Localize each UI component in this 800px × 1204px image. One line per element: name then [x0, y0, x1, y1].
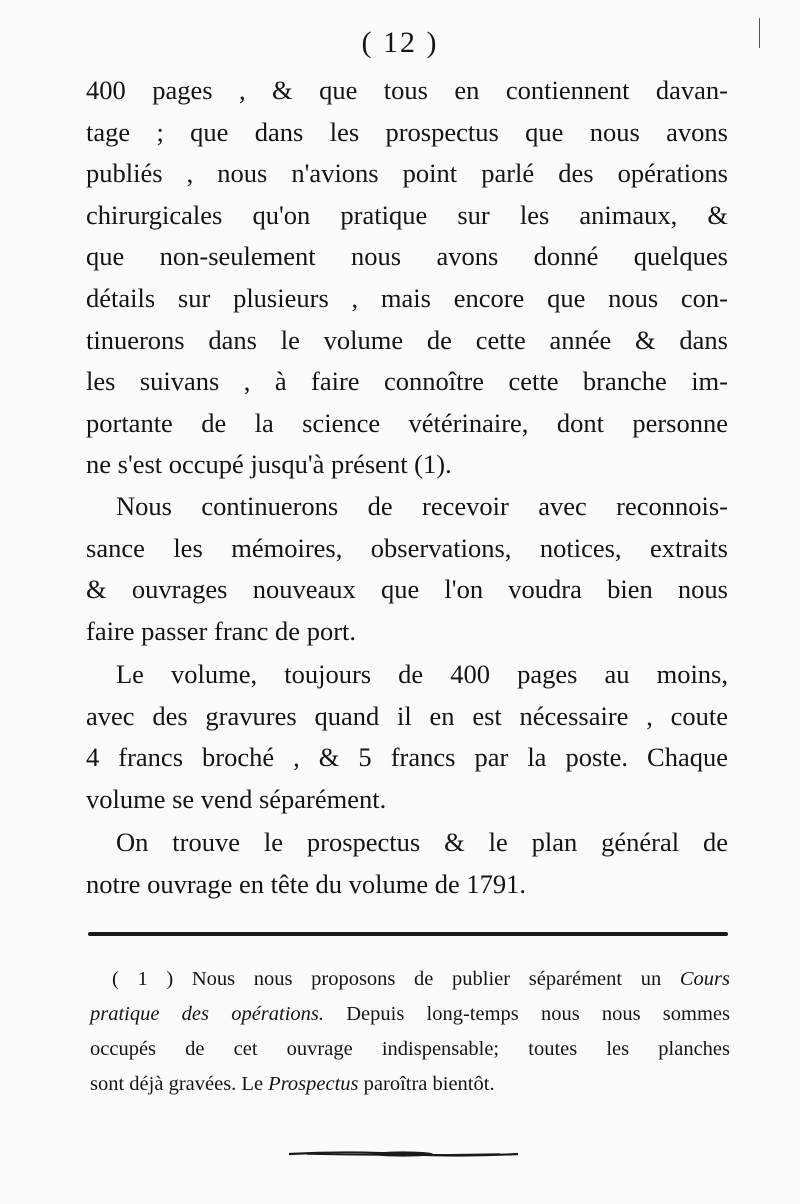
text-line: faire passer franc de port. — [86, 615, 357, 646]
footnote-italic-text: pratique des opérations. — [90, 1003, 325, 1025]
footnote-text: sont déjà gravées. Le — [90, 1073, 269, 1095]
text-line: & ouvrages nouveaux que l'on voudra bien nous — [86, 574, 728, 605]
paragraph-2 — [86, 486, 728, 652]
text-line: tinuerons dans le volume de cette année & dans — [86, 324, 728, 355]
paragraph-1 — [86, 70, 728, 486]
text-line: 4 francs broché , & 5 francs par la poste. Chaque — [86, 742, 728, 773]
text-line: Le volume, toujours de 400 pages au moins, — [116, 659, 728, 689]
footnote-italic-text: Cours — [679, 968, 730, 990]
paragraph-3 — [86, 654, 728, 820]
footnote — [90, 962, 730, 1102]
footnote-text: Depuis long-temps nous nous sommes — [324, 1003, 731, 1025]
text-line: chirurgicales qu'on pratique sur les animaux, & — [86, 199, 728, 230]
text-line: les suivans , à faire connoître cette branche im- — [86, 366, 728, 397]
text-line: portante de la science vétérinaire, dont personne — [86, 407, 728, 438]
footnote-separator-rule — [88, 932, 728, 936]
text-line: tage ; que dans les prospectus que nous avons — [86, 116, 728, 147]
footnote-line — [90, 1067, 730, 1102]
paragraph-4 — [86, 822, 728, 905]
page-number: ( 12 ) — [361, 26, 439, 59]
footnote-line — [90, 962, 730, 997]
text-line: notre ouvrage en tête du volume de 1791. — [86, 868, 527, 899]
text-line: détails sur plusieurs , mais encore que nous con- — [86, 282, 728, 313]
footnote-text: paroîtra bientôt. — [358, 1073, 495, 1095]
footnote-text: ( 1 ) Nous nous proposons de publier séparément un — [112, 968, 680, 990]
footnote-italic-text: Prospectus — [268, 1073, 359, 1095]
text-line: volume se vend séparément. — [86, 783, 387, 814]
text-line: sance les mémoires, observations, notices, extraits — [86, 532, 728, 563]
text-line: ne s'est occupé jusqu'à présent (1). — [86, 449, 452, 480]
text-line: avec des gravures quand il en est nécessaire , coute — [86, 700, 728, 731]
text-line: que non-seulement nous avons donné quelques — [86, 241, 728, 272]
text-line: publiés , nous n'avions point parlé des opérations — [86, 158, 728, 189]
text-line: Nous continuerons de recevoir avec reconnois- — [116, 491, 728, 521]
text-line: On trouve le prospectus & le plan général de — [116, 827, 728, 857]
footnote-line: occupés de cet ouvrage indispensable; toutes les planches — [90, 1038, 730, 1060]
text-line: 400 pages , & que tous en contiennent davan- — [86, 75, 728, 105]
footnote-line — [90, 997, 730, 1032]
end-ornament — [287, 1150, 520, 1158]
